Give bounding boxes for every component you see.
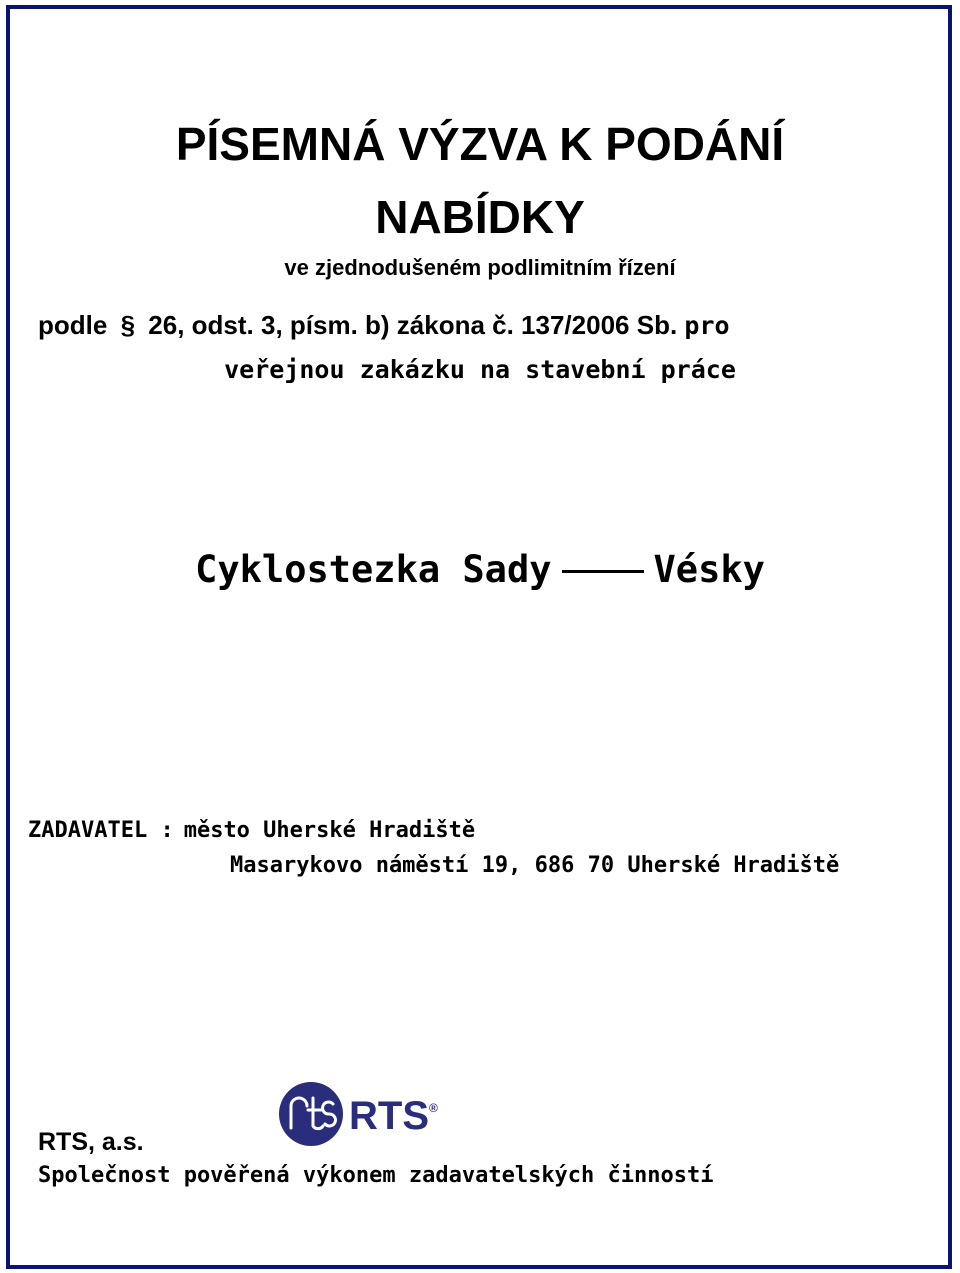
- project-dash: [562, 570, 644, 573]
- logo-text: RTS: [349, 1094, 429, 1138]
- rts-logo: [277, 1080, 443, 1148]
- sponsor-address: Masarykovo náměstí 19, 686 70 Uherské Hradiště: [230, 853, 840, 878]
- sponsor-label: ZADAVATEL :: [28, 818, 174, 843]
- firm-name: RTS, a.s.: [38, 1128, 144, 1156]
- law-suffix: pro: [684, 311, 730, 340]
- project-name: [0, 548, 960, 591]
- project-name-part2: Vésky: [653, 548, 765, 591]
- section-sign-icon: §: [120, 310, 136, 340]
- logo-registered: ®: [429, 1101, 438, 1115]
- sponsor-line: [28, 818, 475, 843]
- procedure-subtitle: ve zjednodušeném podlimitním řízení: [284, 255, 676, 280]
- law-text: 26, odst. 3, písm. b) zákona č. 137/2006 Sb.: [148, 310, 678, 340]
- document-title-line2: NABÍDKY: [375, 191, 585, 243]
- sponsor-name: město Uherské Hradiště: [183, 818, 476, 843]
- contract-type: veřejnou zakázku na stavební práce: [224, 355, 736, 384]
- document-title-line1: PÍSEMNÁ VÝZVA K PODÁNÍ: [175, 118, 785, 170]
- firm-role: Společnost pověřená výkonem zadavatelských činností: [38, 1163, 714, 1188]
- law-prefix: podle: [38, 310, 108, 340]
- project-name-part1: Cyklostezka Sady: [195, 548, 552, 591]
- law-reference: [38, 310, 730, 341]
